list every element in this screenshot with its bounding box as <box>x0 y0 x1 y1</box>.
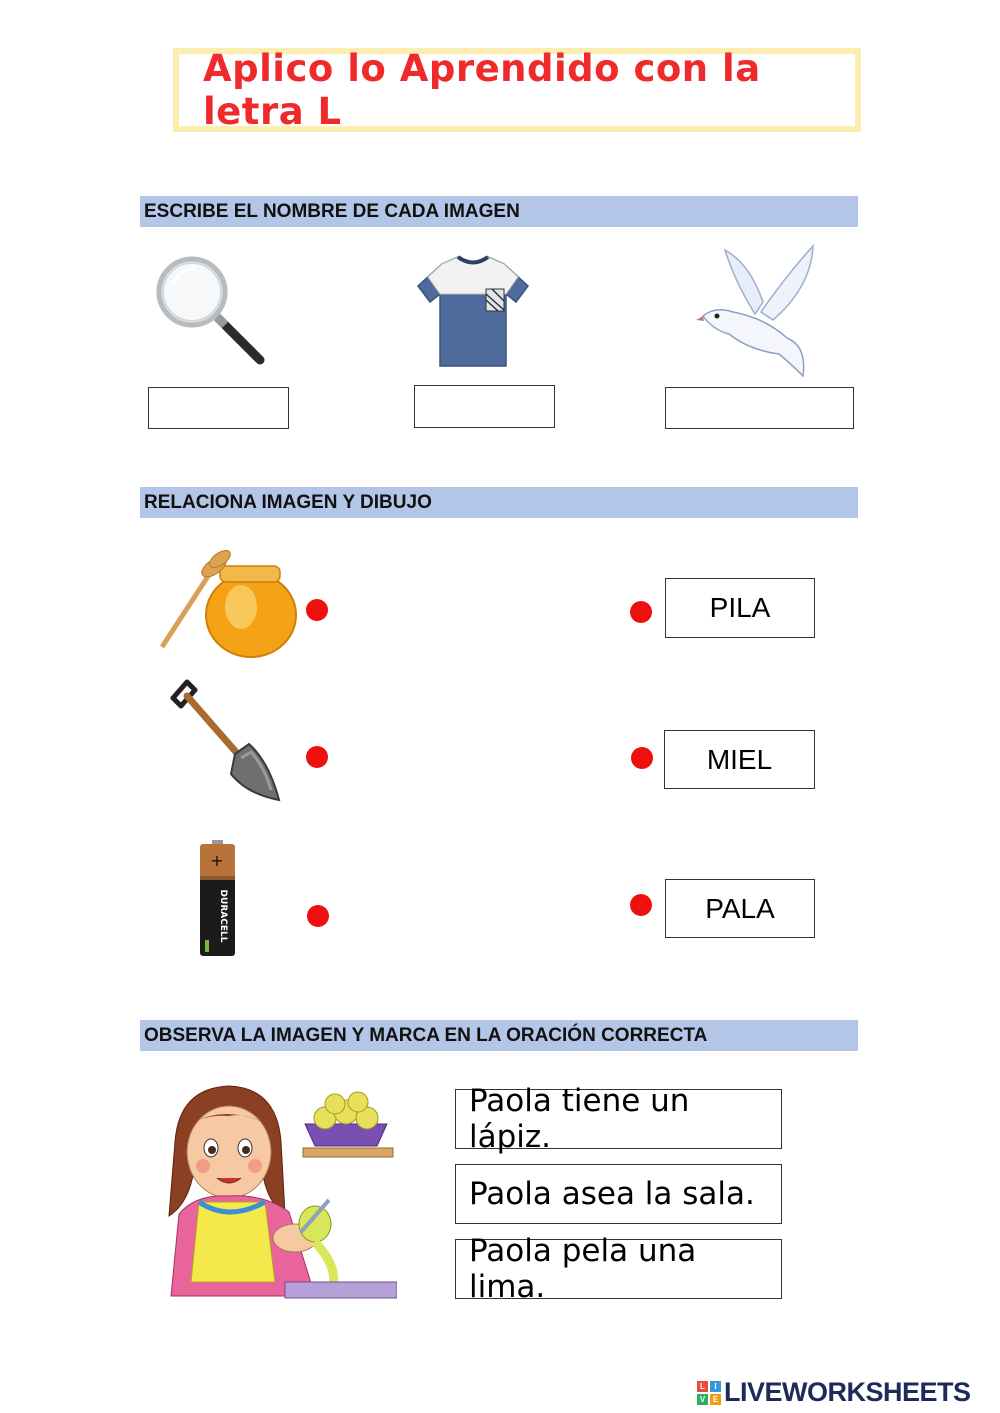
svg-text:+: + <box>210 851 224 870</box>
honey-jar-icon <box>156 547 301 665</box>
section-heading-write-names: ESCRIBE EL NOMBRE DE CADA IMAGEN <box>140 196 858 227</box>
match-dot-right-3[interactable] <box>630 894 652 916</box>
word-box-pila: PILA <box>665 578 815 638</box>
liveworksheets-logo-mark <box>697 1381 721 1405</box>
answer-input-1[interactable] <box>148 387 289 429</box>
logo-letter-e: E <box>710 1394 721 1405</box>
sentence-option-3[interactable]: Paola pela una lima. <box>455 1239 782 1299</box>
logo-letter-i: I <box>710 1381 721 1392</box>
word-box-pala: PALA <box>665 879 815 938</box>
section-heading-observe: OBSERVA LA IMAGEN Y MARCA EN LA ORACIÓN CORRECTA <box>140 1020 858 1051</box>
shovel-icon <box>165 678 283 806</box>
title-box <box>173 48 861 132</box>
answer-input-3[interactable] <box>665 387 854 429</box>
answer-input-2[interactable] <box>414 385 555 428</box>
section-heading-match: RELACIONA IMAGEN Y DIBUJO <box>140 487 858 518</box>
svg-text:DURACELL: DURACELL <box>218 889 228 943</box>
brand-name: LIVEWORKSHEETS <box>724 1377 971 1407</box>
girl-peeling-lime-icon <box>165 1082 397 1302</box>
liveworksheets-logo <box>697 1377 971 1408</box>
logo-letter-v: V <box>697 1394 708 1405</box>
match-dot-right-1[interactable] <box>630 601 652 623</box>
word-box-miel: MIEL <box>664 730 815 789</box>
battery-icon <box>199 840 236 958</box>
match-dot-right-2[interactable] <box>631 747 653 769</box>
page-title: Aplico lo Aprendido con la letra L <box>203 47 761 133</box>
sentence-option-1[interactable]: Paola tiene un lápiz. <box>455 1089 782 1149</box>
match-dot-left-1[interactable] <box>306 599 328 621</box>
match-dot-left-3[interactable] <box>307 905 329 927</box>
logo-letter-l: L <box>697 1381 708 1392</box>
match-dot-left-2[interactable] <box>306 746 328 768</box>
magnifying-glass-icon <box>155 255 270 370</box>
dove-icon <box>695 242 823 382</box>
shirt-icon <box>414 252 532 370</box>
sentence-option-2[interactable]: Paola asea la sala. <box>455 1164 782 1224</box>
